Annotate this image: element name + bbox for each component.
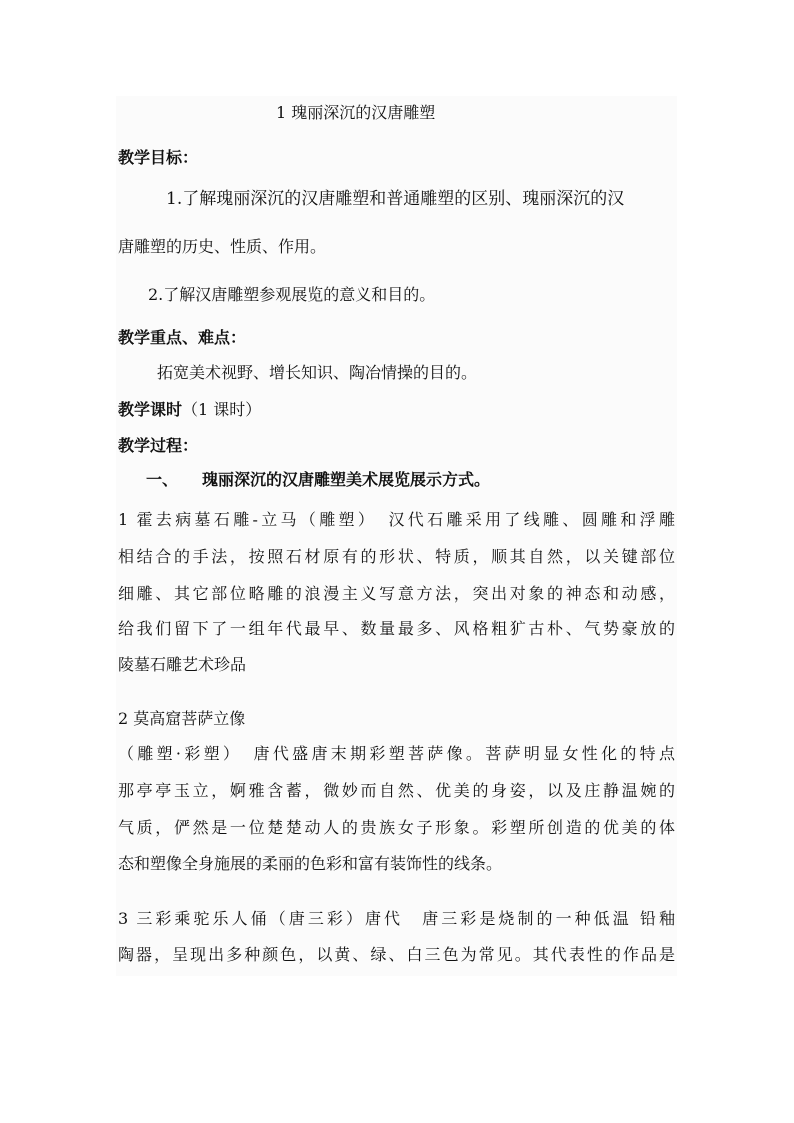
document-title: 1 瑰丽深沉的汉唐雕塑 <box>276 103 436 122</box>
text-background <box>116 96 677 976</box>
item1-line: 相结合的手法，按照石材原有的形状、特质，顺其自然，以关键部位 <box>118 547 675 566</box>
item2-line: 那亭亭玉立，婀雅含蓄，微妙而自然、优美的身姿，以及庄静温婉的 <box>118 781 675 800</box>
section-1-heading <box>146 469 490 491</box>
item2-title: 2 莫高窟菩萨立像 <box>118 709 246 728</box>
item2-line: 态和塑像全身施展的柔丽的色彩和富有装饰性的线条。 <box>118 854 503 873</box>
objective-2: 2.了解汉唐雕塑参观展览的意义和目的。 <box>148 285 436 304</box>
item1-line: 1 霍去病墓石雕-立马（雕塑） 汉代石雕采用了线雕、圆雕和浮雕 <box>118 510 675 529</box>
objective-1-line2: 唐雕塑的历史、性质、作用。 <box>118 237 327 256</box>
hours-line <box>118 399 261 421</box>
hours-value: （1 课时） <box>182 400 262 419</box>
item2-line: （雕塑·彩塑） 唐代盛唐末期彩塑菩萨像。菩萨明显女性化的特点 <box>118 744 675 763</box>
item2-line: 气质，俨然是一位楚楚动人的贵族女子形象。彩塑所创造的优美的体 <box>118 818 675 837</box>
section-1-number: 一、 <box>146 470 179 489</box>
item1-line: 陵墓石雕艺术珍品 <box>118 655 247 674</box>
section-1-title: 瑰丽深沉的汉唐雕塑美术展览展示方式。 <box>202 470 491 489</box>
item1-line: 给我们留下了一组年代最早、数量最多、风格粗犷古朴、气势豪放的 <box>118 619 675 638</box>
process-heading: 教学过程： <box>118 436 199 455</box>
objective-1-line1: 1.了解瑰丽深沉的汉唐雕塑和普通雕塑的区别、瑰丽深沉的汉 <box>166 189 625 209</box>
keypoints-heading: 教学重点、难点： <box>118 328 247 347</box>
item1-line: 细雕、其它部位略雕的浪漫主义写意方法，突出对象的神态和动感， <box>118 584 675 603</box>
hours-heading: 教学课时 <box>118 400 183 419</box>
item3-line: 陶器，呈现出多种颜色，以黄、绿、白三色为常见。其代表性的作品是 <box>118 945 675 964</box>
item3-line: 3 三彩乘驼乐人俑（唐三彩）唐代 唐三彩是烧制的一种低温 铅釉 <box>118 909 675 928</box>
keypoints-text: 拓宽美术视野、增长知识、陶冶情操的目的。 <box>157 363 478 382</box>
objectives-heading: 教学目标： <box>118 148 199 167</box>
